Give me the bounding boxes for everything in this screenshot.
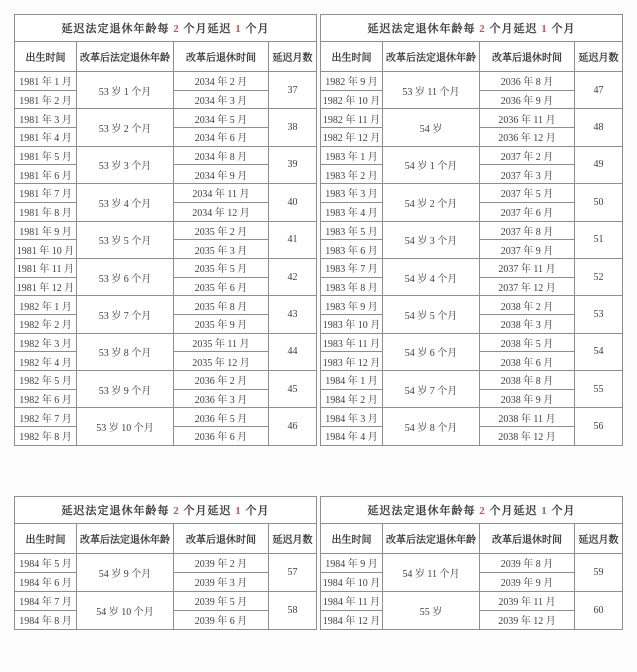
retirement-age-cell: 54 岁 1 个月 [383, 146, 480, 183]
retirement-time-cell: 2037 年 3 月 [480, 165, 575, 184]
retirement-time-cell: 2035 年 11 月 [174, 333, 269, 352]
table-row [321, 109, 623, 128]
retirement-time-cell: 2034 年 3 月 [174, 90, 269, 109]
birth-date-cell: 1981 年 10 月 [15, 240, 77, 259]
table-title [15, 15, 317, 42]
retirement-time-cell: 2036 年 9 月 [480, 90, 575, 109]
delay-months-cell: 54 [575, 333, 623, 370]
delay-months-cell: 55 [575, 371, 623, 408]
table-row [321, 591, 623, 610]
table-row [15, 146, 317, 165]
table-row [321, 72, 623, 91]
birth-date-cell: 1982 年 3 月 [15, 333, 77, 352]
retirement-time-cell: 2039 年 2 月 [174, 553, 269, 572]
retirement-age-cell: 54 岁 6 个月 [383, 333, 480, 370]
delay-months-cell: 53 [575, 296, 623, 333]
birth-date-cell: 1983 年 2 月 [321, 165, 383, 184]
birth-date-cell: 1982 年 1 月 [15, 296, 77, 315]
table-row [321, 184, 623, 203]
retirement-time-cell: 2037 年 11 月 [480, 258, 575, 277]
retirement-time-cell: 2038 年 11 月 [480, 408, 575, 427]
title-row [321, 15, 623, 42]
title-segment-num1: 2 [479, 504, 486, 517]
birth-date-cell: 1982 年 10 月 [321, 90, 383, 109]
birth-date-cell: 1983 年 11 月 [321, 333, 383, 352]
table-row [321, 553, 623, 572]
column-header: 改革后退休时间 [480, 42, 575, 72]
table-row [321, 333, 623, 352]
birth-date-cell: 1983 年 3 月 [321, 184, 383, 203]
retirement-time-cell: 2035 年 2 月 [174, 221, 269, 240]
delay-months-cell: 56 [575, 408, 623, 445]
retirement-age-cell: 53 岁 6 个月 [77, 258, 174, 295]
retirement-age-cell: 55 岁 [383, 591, 480, 629]
delay-months-cell: 44 [269, 333, 317, 370]
birth-date-cell: 1983 年 8 月 [321, 277, 383, 296]
table-row [15, 371, 317, 390]
retirement-time-cell: 2036 年 12 月 [480, 128, 575, 147]
retirement-time-cell: 2034 年 11 月 [174, 184, 269, 203]
retirement-time-cell: 2039 年 5 月 [174, 591, 269, 610]
column-header: 出生时间 [321, 523, 383, 553]
table-row [321, 408, 623, 427]
birth-date-cell: 1981 年 3 月 [15, 109, 77, 128]
title-segment-num2: 1 [541, 23, 548, 35]
delay-months-cell: 51 [575, 221, 623, 258]
retirement-time-cell: 2038 年 3 月 [480, 314, 575, 333]
title-row [15, 15, 317, 42]
delay-months-cell: 38 [269, 109, 317, 146]
birth-date-cell: 1983 年 9 月 [321, 296, 383, 315]
birth-date-cell: 1983 年 4 月 [321, 202, 383, 221]
retirement-time-cell: 2035 年 3 月 [174, 240, 269, 259]
title-segment-prefix: 延迟法定退休年龄每 [367, 504, 480, 517]
birth-date-cell: 1983 年 7 月 [321, 258, 383, 277]
birth-date-cell: 1984 年 6 月 [15, 572, 77, 591]
birth-date-cell: 1983 年 10 月 [321, 314, 383, 333]
retirement-time-cell: 2034 年 5 月 [174, 109, 269, 128]
column-header: 改革后法定退休年龄 [383, 42, 480, 72]
birth-date-cell: 1983 年 12 月 [321, 352, 383, 371]
birth-date-cell: 1981 年 4 月 [15, 128, 77, 147]
header-row [15, 42, 317, 72]
retirement-age-cell: 53 岁 1 个月 [77, 72, 174, 109]
retirement-time-cell: 2035 年 8 月 [174, 296, 269, 315]
retirement-time-cell: 2039 年 9 月 [480, 572, 575, 591]
table-row [321, 146, 623, 165]
delay-months-cell: 46 [269, 408, 317, 445]
birth-date-cell: 1981 年 2 月 [15, 90, 77, 109]
birth-date-cell: 1984 年 9 月 [321, 553, 383, 572]
column-header: 改革后法定退休年龄 [77, 42, 174, 72]
column-header: 延迟月数 [269, 523, 317, 553]
column-header: 改革后法定退休年龄 [77, 523, 174, 553]
retirement-age-cell: 53 岁 2 个月 [77, 109, 174, 146]
retirement-age-cell: 54 岁 9 个月 [77, 553, 174, 591]
delay-months-cell: 37 [269, 72, 317, 109]
retirement-time-cell: 2036 年 2 月 [174, 371, 269, 390]
retirement-time-cell: 2039 年 11 月 [480, 591, 575, 610]
birth-date-cell: 1982 年 11 月 [321, 109, 383, 128]
delay-months-cell: 45 [269, 371, 317, 408]
title-segment-mid: 个月延迟 [485, 23, 542, 35]
retirement-time-cell: 2034 年 12 月 [174, 202, 269, 221]
title-segment-mid: 个月延迟 [179, 504, 236, 517]
table-row [321, 296, 623, 315]
column-header: 改革后退休时间 [174, 42, 269, 72]
retirement-time-cell: 2038 年 8 月 [480, 371, 575, 390]
retirement-time-cell: 2038 年 5 月 [480, 333, 575, 352]
title-segment-num1: 2 [479, 23, 486, 35]
birth-date-cell: 1983 年 1 月 [321, 146, 383, 165]
column-header: 改革后退休时间 [480, 523, 575, 553]
birth-date-cell: 1983 年 6 月 [321, 240, 383, 259]
delay-months-cell: 39 [269, 146, 317, 183]
title-segment-prefix: 延迟法定退休年龄每 [367, 23, 480, 35]
birth-date-cell: 1982 年 7 月 [15, 408, 77, 427]
delay-months-cell: 41 [269, 221, 317, 258]
birth-date-cell: 1981 年 6 月 [15, 165, 77, 184]
birth-date-cell: 1982 年 4 月 [15, 352, 77, 371]
table-group-top [14, 14, 637, 446]
retirement-time-cell: 2035 年 6 月 [174, 277, 269, 296]
birth-date-cell: 1981 年 8 月 [15, 202, 77, 221]
birth-date-cell: 1981 年 12 月 [15, 277, 77, 296]
retirement-time-cell: 2037 年 8 月 [480, 221, 575, 240]
column-header: 改革后退休时间 [174, 523, 269, 553]
title-segment-num2: 1 [235, 504, 242, 517]
title-segment-suffix: 个月 [547, 504, 576, 517]
retirement-time-cell: 2039 年 8 月 [480, 553, 575, 572]
retirement-age-cell: 53 岁 8 个月 [77, 333, 174, 370]
delay-months-cell: 50 [575, 184, 623, 221]
table-row [15, 296, 317, 315]
delay-months-cell: 58 [269, 591, 317, 629]
column-header: 改革后法定退休年龄 [383, 523, 480, 553]
retirement-age-cell: 53 岁 4 个月 [77, 184, 174, 221]
birth-date-cell: 1984 年 10 月 [321, 572, 383, 591]
retirement-age-cell: 53 岁 7 个月 [77, 296, 174, 333]
retirement-age-cell: 54 岁 11 个月 [383, 553, 480, 591]
title-row [321, 496, 623, 523]
header-row [321, 523, 623, 553]
column-header: 出生时间 [15, 523, 77, 553]
retirement-time-cell: 2034 年 6 月 [174, 128, 269, 147]
birth-date-cell: 1981 年 11 月 [15, 258, 77, 277]
birth-date-cell: 1982 年 8 月 [15, 427, 77, 446]
birth-date-cell: 1981 年 7 月 [15, 184, 77, 203]
table-title [321, 15, 623, 42]
birth-date-cell: 1984 年 3 月 [321, 408, 383, 427]
title-segment-mid: 个月延迟 [485, 504, 542, 517]
delay-months-cell: 48 [575, 109, 623, 146]
table-row [15, 408, 317, 427]
retirement-time-cell: 2036 年 8 月 [480, 72, 575, 91]
title-segment-suffix: 个月 [547, 23, 576, 35]
table-row [15, 184, 317, 203]
birth-date-cell: 1984 年 8 月 [15, 610, 77, 629]
table-row [15, 221, 317, 240]
retirement-age-cell: 54 岁 4 个月 [383, 258, 480, 295]
table-title [15, 496, 317, 523]
title-segment-num1: 2 [173, 504, 180, 517]
birth-date-cell: 1984 年 11 月 [321, 591, 383, 610]
retirement-table-bottom-left [14, 496, 317, 630]
retirement-time-cell: 2034 年 2 月 [174, 72, 269, 91]
birth-date-cell: 1981 年 1 月 [15, 72, 77, 91]
retirement-time-cell: 2035 年 9 月 [174, 314, 269, 333]
retirement-time-cell: 2037 年 12 月 [480, 277, 575, 296]
table-row [321, 371, 623, 390]
delay-months-cell: 59 [575, 553, 623, 591]
column-header: 延迟月数 [269, 42, 317, 72]
birth-date-cell: 1982 年 5 月 [15, 371, 77, 390]
retirement-time-cell: 2036 年 5 月 [174, 408, 269, 427]
birth-date-cell: 1984 年 1 月 [321, 371, 383, 390]
header-row [15, 523, 317, 553]
delay-months-cell: 40 [269, 184, 317, 221]
delay-months-cell: 57 [269, 553, 317, 591]
retirement-age-cell: 54 岁 5 个月 [383, 296, 480, 333]
delay-months-cell: 42 [269, 258, 317, 295]
retirement-time-cell: 2038 年 12 月 [480, 427, 575, 446]
retirement-age-cell: 54 岁 8 个月 [383, 408, 480, 445]
retirement-table-top-left [14, 14, 317, 446]
birth-date-cell: 1982 年 6 月 [15, 389, 77, 408]
birth-date-cell: 1984 年 12 月 [321, 610, 383, 629]
table-row [15, 258, 317, 277]
delay-months-cell: 52 [575, 258, 623, 295]
retirement-time-cell: 2035 年 5 月 [174, 258, 269, 277]
title-segment-suffix: 个月 [241, 23, 270, 35]
birth-date-cell: 1982 年 12 月 [321, 128, 383, 147]
retirement-time-cell: 2037 年 2 月 [480, 146, 575, 165]
birth-date-cell: 1982 年 9 月 [321, 72, 383, 91]
retirement-time-cell: 2038 年 2 月 [480, 296, 575, 315]
table-row [321, 221, 623, 240]
retirement-time-cell: 2037 年 9 月 [480, 240, 575, 259]
retirement-table-top-right [320, 14, 623, 446]
column-header: 延迟月数 [575, 523, 623, 553]
retirement-time-cell: 2034 年 9 月 [174, 165, 269, 184]
birth-date-cell: 1982 年 2 月 [15, 314, 77, 333]
table-row [15, 591, 317, 610]
retirement-age-cell: 54 岁 [383, 109, 480, 146]
birth-date-cell: 1981 年 5 月 [15, 146, 77, 165]
column-header: 延迟月数 [575, 42, 623, 72]
title-row [15, 496, 317, 523]
retirement-time-cell: 2038 年 9 月 [480, 389, 575, 408]
table-group-bottom [14, 496, 637, 630]
delay-months-cell: 47 [575, 72, 623, 109]
retirement-age-cell: 53 岁 10 个月 [77, 408, 174, 445]
table-row [321, 258, 623, 277]
column-header: 出生时间 [15, 42, 77, 72]
delay-months-cell: 60 [575, 591, 623, 629]
birth-date-cell: 1984 年 5 月 [15, 553, 77, 572]
retirement-time-cell: 2037 年 5 月 [480, 184, 575, 203]
retirement-age-cell: 54 岁 7 个月 [383, 371, 480, 408]
birth-date-cell: 1984 年 2 月 [321, 389, 383, 408]
retirement-age-cell: 54 岁 3 个月 [383, 221, 480, 258]
retirement-time-cell: 2036 年 3 月 [174, 389, 269, 408]
retirement-age-cell: 53 岁 5 个月 [77, 221, 174, 258]
retirement-time-cell: 2037 年 6 月 [480, 202, 575, 221]
retirement-time-cell: 2039 年 3 月 [174, 572, 269, 591]
retirement-age-cell: 54 岁 10 个月 [77, 591, 174, 629]
table-row [15, 553, 317, 572]
birth-date-cell: 1984 年 4 月 [321, 427, 383, 446]
table-row [15, 333, 317, 352]
retirement-age-cell: 53 岁 9 个月 [77, 371, 174, 408]
column-header: 出生时间 [321, 42, 383, 72]
retirement-time-cell: 2036 年 6 月 [174, 427, 269, 446]
retirement-age-cell: 53 岁 11 个月 [383, 72, 480, 109]
title-segment-suffix: 个月 [241, 504, 270, 517]
retirement-table-bottom-right [320, 496, 623, 630]
table-row [15, 72, 317, 91]
title-segment-num2: 1 [541, 504, 548, 517]
delay-months-cell: 43 [269, 296, 317, 333]
title-segment-num2: 1 [235, 23, 242, 35]
birth-date-cell: 1984 年 7 月 [15, 591, 77, 610]
title-segment-num1: 2 [173, 23, 180, 35]
retirement-age-cell: 54 岁 2 个月 [383, 184, 480, 221]
retirement-time-cell: 2039 年 12 月 [480, 610, 575, 629]
header-row [321, 42, 623, 72]
title-segment-prefix: 延迟法定退休年龄每 [61, 23, 174, 35]
title-segment-mid: 个月延迟 [179, 23, 236, 35]
retirement-time-cell: 2039 年 6 月 [174, 610, 269, 629]
retirement-time-cell: 2034 年 8 月 [174, 146, 269, 165]
birth-date-cell: 1981 年 9 月 [15, 221, 77, 240]
retirement-time-cell: 2036 年 11 月 [480, 109, 575, 128]
title-segment-prefix: 延迟法定退休年龄每 [61, 504, 174, 517]
retirement-time-cell: 2035 年 12 月 [174, 352, 269, 371]
birth-date-cell: 1983 年 5 月 [321, 221, 383, 240]
retirement-time-cell: 2038 年 6 月 [480, 352, 575, 371]
table-title [321, 496, 623, 523]
table-row [15, 109, 317, 128]
retirement-age-cell: 53 岁 3 个月 [77, 146, 174, 183]
delay-months-cell: 49 [575, 146, 623, 183]
